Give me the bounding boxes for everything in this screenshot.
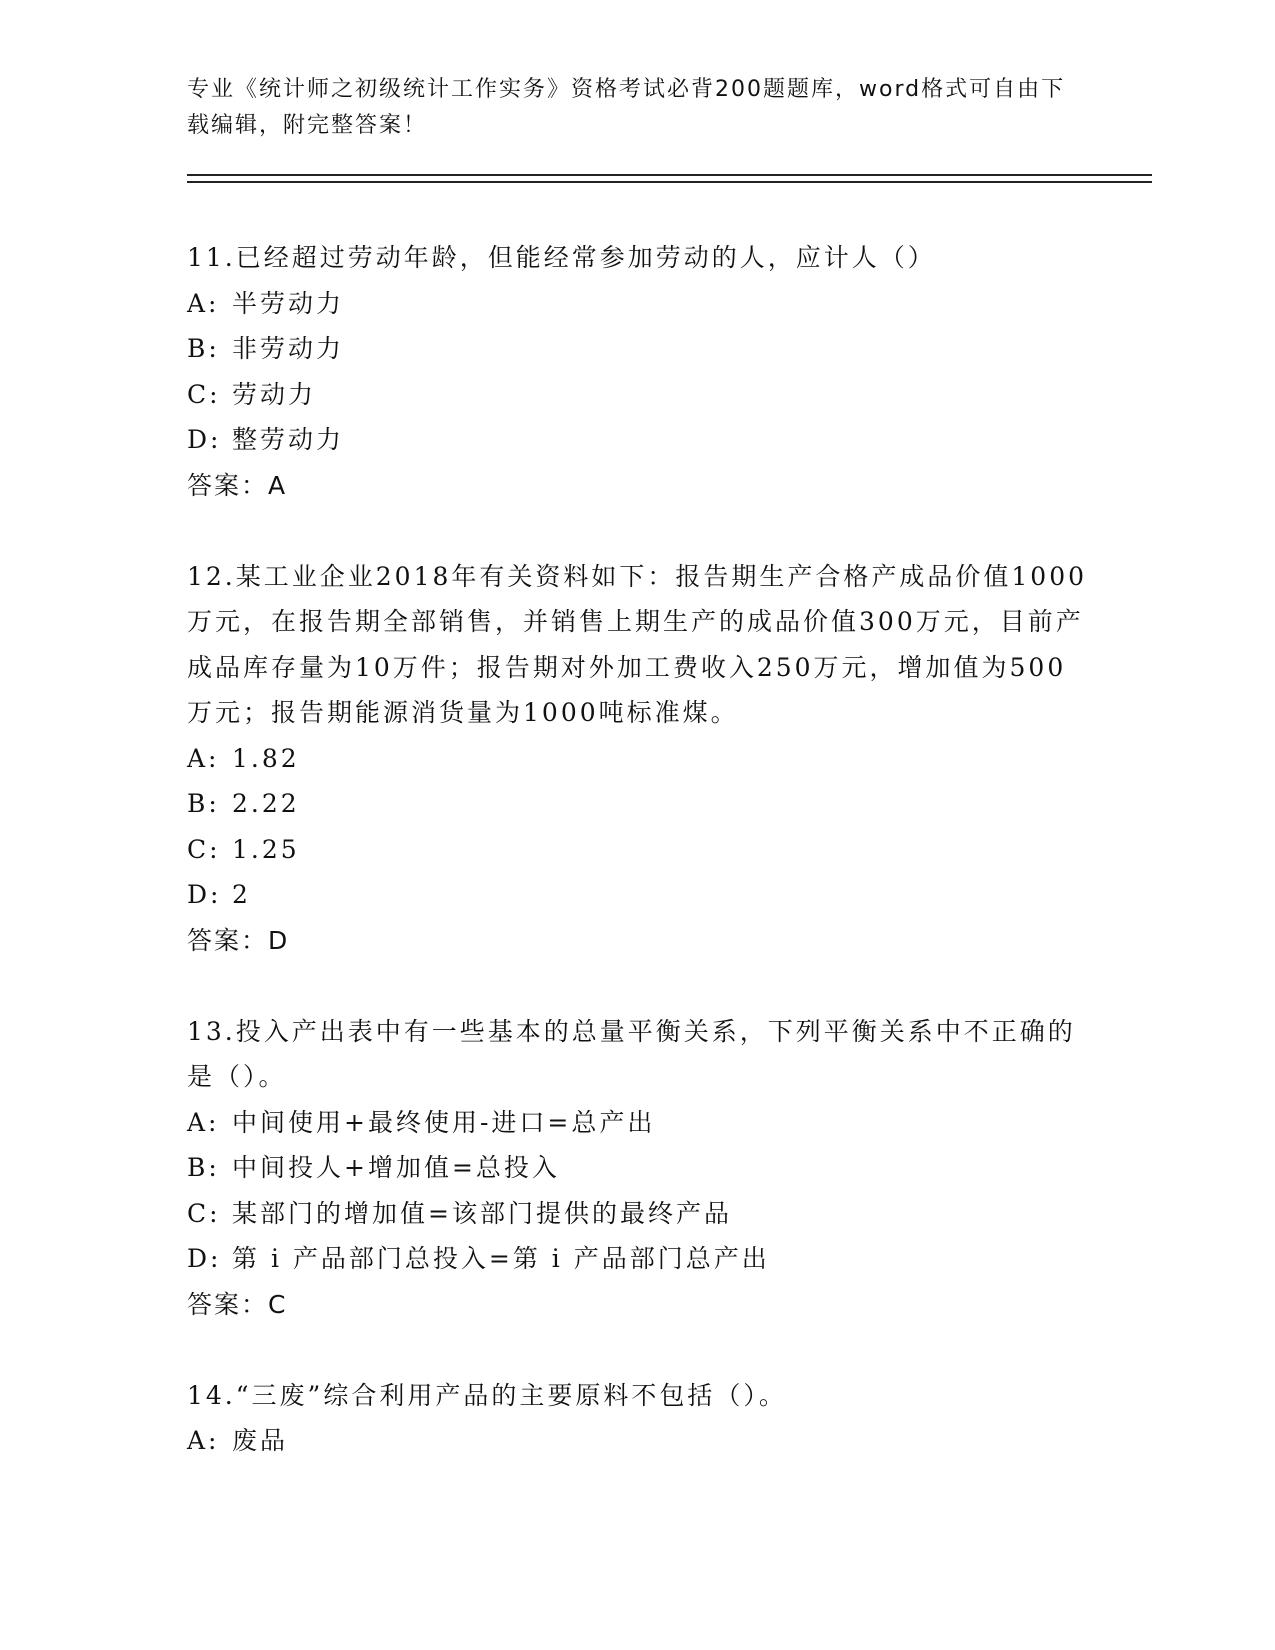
option-text: 2.22 — [232, 789, 300, 818]
option-a — [187, 1418, 1087, 1464]
option-text: 1.82 — [232, 743, 300, 773]
option-b — [187, 1145, 1087, 1191]
option-letter: C: — [187, 379, 221, 409]
option-a — [187, 281, 1087, 327]
option-b — [187, 781, 1087, 827]
option-d — [187, 417, 1087, 463]
option-c — [187, 827, 1087, 873]
option-text: 1.25 — [232, 834, 300, 864]
question-13 — [187, 1009, 1087, 1328]
option-letter: C: — [187, 834, 221, 864]
option-letter: D: — [187, 1244, 222, 1273]
option-text: 第 i 产品部门总投入=第 i 产品部门总产出 — [232, 1244, 770, 1273]
option-a — [187, 1100, 1087, 1146]
option-text: 劳动力 — [232, 379, 317, 409]
option-letter: A: — [187, 1107, 220, 1137]
option-d — [187, 872, 1087, 918]
header-divider-top — [187, 174, 1152, 176]
option-c — [187, 372, 1087, 418]
option-b — [187, 326, 1087, 372]
answer-line: 答案：C — [187, 1289, 288, 1319]
option-text: 整劳动力 — [232, 425, 345, 454]
option-text: 半劳动力 — [232, 288, 345, 318]
option-letter: D: — [187, 880, 222, 909]
option-letter: B: — [187, 789, 220, 818]
option-letter: A: — [187, 743, 220, 773]
answer-line: 答案：D — [187, 925, 290, 955]
option-letter: B: — [187, 334, 220, 363]
question-stem: 13.投入产出表中有一些基本的总量平衡关系，下列平衡关系中不正确的是（）。 — [187, 1016, 1076, 1091]
option-text: 某部门的增加值=该部门提供的最终产品 — [232, 1198, 732, 1228]
question-list — [187, 235, 1087, 1464]
option-text: 中间使用+最终使用-进口=总产出 — [232, 1107, 656, 1137]
option-letter: A: — [187, 288, 220, 318]
question-11 — [187, 235, 1087, 508]
document-header: 专业《统计师之初级统计工作实务》资格考试必背200题题库，word格式可自由下载编辑，附完整答案！ — [187, 77, 1066, 138]
option-text: 废品 — [232, 1426, 289, 1455]
answer-line: 答案：A — [187, 470, 288, 500]
option-text: 中间投人+增加值=总投入 — [232, 1153, 560, 1182]
option-c — [187, 1191, 1087, 1237]
option-letter: C: — [187, 1198, 221, 1228]
option-letter: D: — [187, 425, 222, 454]
question-stem: 12.某工业企业2018年有关资料如下：报告期生产合格产成品价值1000万元，在报告期全部销售，并销售上期生产的成品价值300万元，目前产成品库存量为10万件；报告期对外加工费收入250万元，增加值为500万元；报告期能源消货量为1000吨标准煤。 — [187, 561, 1088, 727]
option-d — [187, 1236, 1087, 1282]
question-stem: 14.“三废”综合利用产品的主要原料不包括（）。 — [187, 1380, 787, 1410]
option-text: 2 — [232, 880, 251, 909]
option-letter: B: — [187, 1153, 220, 1182]
header-divider-bottom — [187, 181, 1152, 183]
question-stem: 11.已经超过劳动年龄，但能经常参加劳动的人，应计人（） — [187, 243, 936, 272]
question-14 — [187, 1373, 1087, 1464]
option-text: 非劳动力 — [232, 334, 345, 363]
question-12 — [187, 554, 1087, 964]
option-a — [187, 736, 1087, 782]
option-letter: A: — [187, 1426, 220, 1455]
